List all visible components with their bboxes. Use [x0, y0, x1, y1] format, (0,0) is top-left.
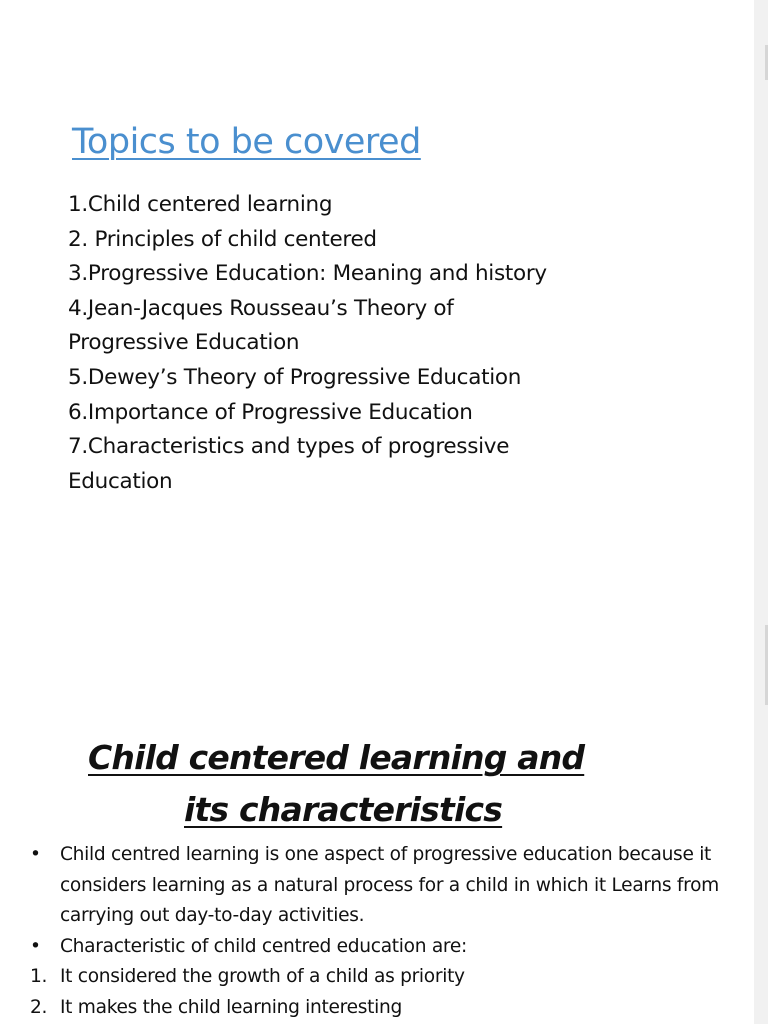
list-item-text: It makes the child learning interesting	[60, 996, 402, 1018]
number-marker: 2.	[30, 996, 48, 1018]
bullet-marker: •	[30, 844, 41, 865]
list-item	[30, 993, 730, 1024]
topic-line: 7.Characteristics and types of progressive	[68, 434, 510, 460]
slide-topics	[0, 0, 754, 520]
topic-line: 6.Importance of Progressive Education	[68, 399, 473, 425]
content-list	[30, 840, 730, 1024]
list-item-text: Child centred learning is one aspect of progressive education because it considers learning as a natural process for a child in which it Learns from carrying out day-to-day activities.	[60, 844, 719, 927]
list-item-text: Characteristic of child centred education are:	[60, 935, 467, 957]
bullet-marker: •	[30, 935, 41, 957]
topic-line: 3.Progressive Education: Meaning and history	[68, 261, 547, 287]
topic-line: Education	[68, 468, 173, 494]
section-title-line-2: its characteristics	[184, 790, 503, 829]
list-item	[30, 962, 730, 993]
list-item	[30, 932, 730, 963]
section-title	[88, 732, 618, 836]
list-item-text: It considered the growth of a child as priority	[60, 966, 465, 988]
topic-line: 1.Child centered learning	[68, 192, 333, 217]
topics-title: Topics to be covered	[72, 122, 421, 162]
list-item	[30, 840, 730, 932]
topics-list	[68, 188, 628, 499]
topic-line: 5.Dewey’s Theory of Progressive Education	[68, 364, 522, 390]
topic-line: Progressive Education	[68, 330, 300, 356]
viewer-edge-strip	[754, 0, 768, 1024]
section-title-line-1: Child centered learning and	[88, 738, 585, 777]
number-marker: 1.	[30, 966, 48, 988]
topic-line: 4.Jean-Jacques Rousseau’s Theory of	[68, 295, 454, 321]
topic-line: 2. Principles of child centered	[68, 226, 377, 252]
